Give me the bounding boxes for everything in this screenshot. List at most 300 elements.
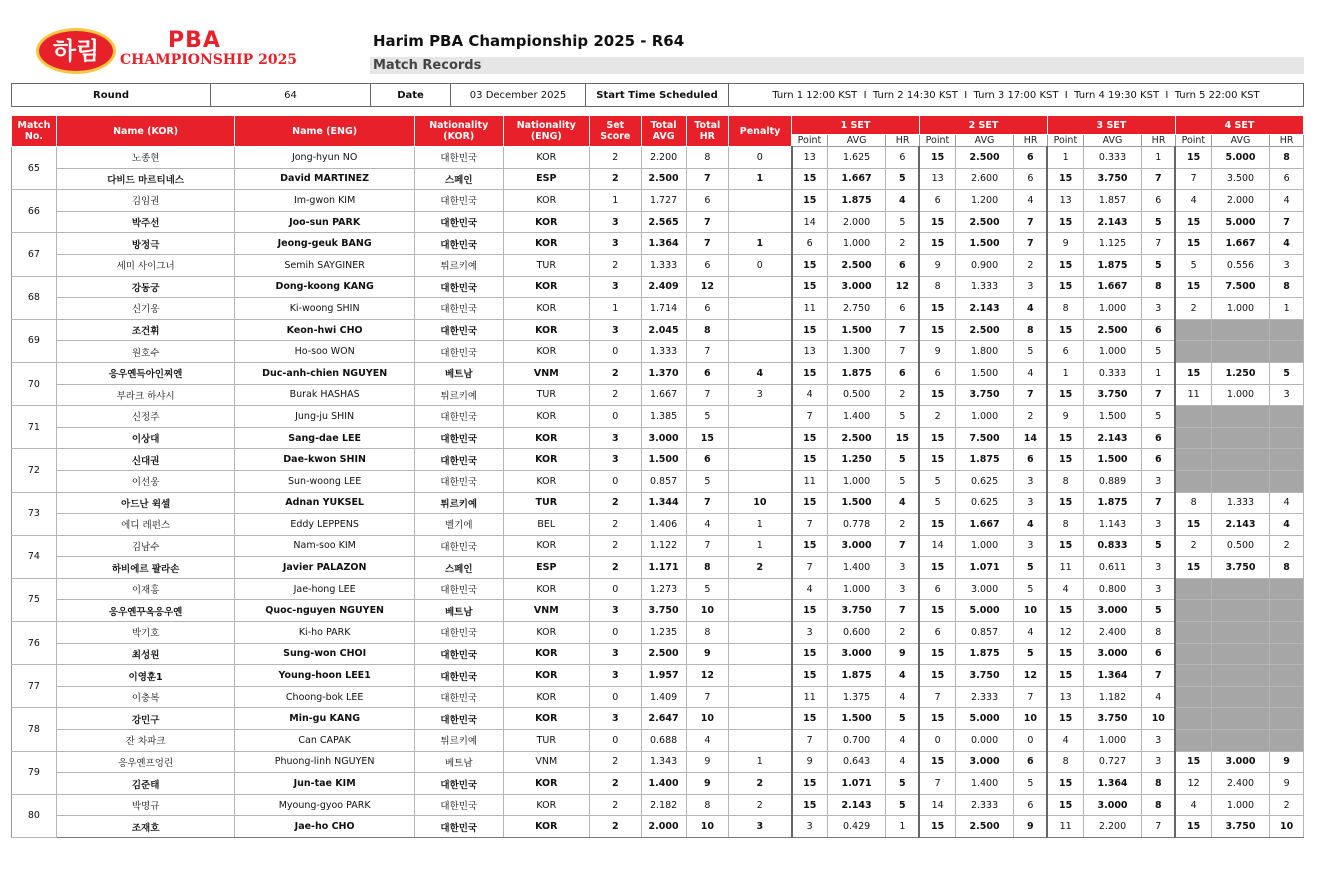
set-4-point-empty [1175, 319, 1211, 341]
set-3-avg: 0.611 [1083, 557, 1141, 579]
nationality-eng: KOR [503, 643, 589, 665]
round-info-table [11, 83, 1304, 107]
set-1-avg: 1.875 [827, 362, 885, 384]
set-3-avg: 2.200 [1083, 816, 1141, 838]
penalty: 1 [729, 168, 792, 190]
name-eng: Quoc-nguyen NGUYEN [235, 600, 415, 622]
set-4-hr: 4 [1270, 514, 1304, 536]
set-4-hr-empty [1270, 708, 1304, 730]
match-no: 74 [12, 535, 57, 578]
table-row [12, 730, 1304, 752]
set-2-avg: 3.750 [955, 665, 1013, 687]
total-avg: 0.857 [641, 470, 686, 492]
match-no: 80 [12, 794, 57, 837]
nationality-eng: KOR [503, 794, 589, 816]
set-1-hr: 5 [886, 794, 920, 816]
table-row [12, 514, 1304, 536]
set-2-hr: 3 [1014, 276, 1048, 298]
set-3-hr: 7 [1142, 384, 1176, 406]
set-1-avg: 3.000 [827, 276, 885, 298]
set-1-avg: 1.375 [827, 686, 885, 708]
name-eng: Can CAPAK [235, 730, 415, 752]
total-hr: 9 [686, 773, 729, 795]
set-4-point-empty [1175, 665, 1211, 687]
nationality-kor: 대한민국 [414, 816, 503, 838]
set-4-hr: 4 [1270, 233, 1304, 255]
nationality-eng: KOR [503, 686, 589, 708]
set-1-avg: 1.400 [827, 557, 885, 579]
set-4-hr-empty [1270, 686, 1304, 708]
set-score: 1 [590, 190, 642, 212]
set-3-point: 8 [1047, 298, 1083, 320]
penalty [729, 427, 792, 449]
set-2-avg: 7.500 [955, 427, 1013, 449]
set-3-avg: 1.182 [1083, 686, 1141, 708]
set-2-hr: 5 [1014, 643, 1048, 665]
total-hr: 4 [686, 514, 729, 536]
set-1-point: 4 [792, 578, 828, 600]
nationality-eng: KOR [503, 449, 589, 471]
set-2-avg: 2.500 [955, 816, 1013, 838]
set-3-hr: 6 [1142, 449, 1176, 471]
name-eng: David MARTINEZ [235, 168, 415, 190]
set-4-avg-empty [1211, 730, 1269, 752]
set-score: 3 [590, 643, 642, 665]
name-kor: 하비에르 팔라손 [56, 557, 234, 579]
set-2-hr: 9 [1014, 816, 1048, 838]
total-avg: 1.667 [641, 384, 686, 406]
set-1-hr: 2 [886, 622, 920, 644]
nationality-kor: 대한민국 [414, 665, 503, 687]
match-no: 65 [12, 147, 57, 190]
set-2-hr: 8 [1014, 319, 1048, 341]
set-2-hr: 6 [1014, 794, 1048, 816]
name-eng: Ki-woong SHIN [235, 298, 415, 320]
set-3-avg: 0.333 [1083, 147, 1141, 169]
set-2-point: 9 [919, 254, 955, 276]
total-hr: 6 [686, 449, 729, 471]
set-1-avg: 0.600 [827, 622, 885, 644]
set-2-hr: 6 [1014, 168, 1048, 190]
set-2-avg: 2.333 [955, 686, 1013, 708]
set-score: 2 [590, 384, 642, 406]
set-2-point: 9 [919, 341, 955, 363]
set-4-avg: 2.143 [1211, 514, 1269, 536]
match-no: 75 [12, 578, 57, 621]
penalty [729, 470, 792, 492]
set-3-point: 9 [1047, 233, 1083, 255]
set-2-point: 5 [919, 470, 955, 492]
total-hr: 8 [686, 147, 729, 169]
set-4-point: 15 [1175, 276, 1211, 298]
set-3-point: 1 [1047, 147, 1083, 169]
set-2-avg: 5.000 [955, 708, 1013, 730]
set-2-point: 14 [919, 794, 955, 816]
subcol-avg: AVG [955, 135, 1013, 147]
name-eng: Jun-tae KIM [235, 773, 415, 795]
set-3-avg: 1.364 [1083, 773, 1141, 795]
total-hr: 6 [686, 362, 729, 384]
total-avg: 1.344 [641, 492, 686, 514]
set-4-avg: 7.500 [1211, 276, 1269, 298]
nationality-kor: 대한민국 [414, 341, 503, 363]
subcol-hr: HR [1142, 135, 1176, 147]
nationality-eng: VNM [503, 600, 589, 622]
set-4-point: 15 [1175, 211, 1211, 233]
set-2-avg: 5.000 [955, 600, 1013, 622]
subcol-point: Point [1047, 135, 1083, 147]
set-4-point: 2 [1175, 535, 1211, 557]
set-3-hr: 6 [1142, 427, 1176, 449]
total-hr: 7 [686, 341, 729, 363]
match-no: 72 [12, 449, 57, 492]
set-4-point: 15 [1175, 816, 1211, 838]
total-hr: 8 [686, 557, 729, 579]
set-4-point-empty [1175, 578, 1211, 600]
date-value: 03 December 2025 [451, 84, 586, 107]
nationality-kor: 벨기에 [414, 514, 503, 536]
set-2-avg: 1.500 [955, 362, 1013, 384]
set-3-avg: 1.875 [1083, 492, 1141, 514]
set-4-point: 2 [1175, 298, 1211, 320]
total-avg: 1.171 [641, 557, 686, 579]
set-2-avg: 0.000 [955, 730, 1013, 752]
set-2-point: 15 [919, 427, 955, 449]
set-3-point: 12 [1047, 622, 1083, 644]
set-3-hr: 8 [1142, 276, 1176, 298]
set-1-point: 15 [792, 708, 828, 730]
set-3-hr: 3 [1142, 298, 1176, 320]
penalty [729, 341, 792, 363]
set-2-point: 15 [919, 298, 955, 320]
name-eng: Nam-soo KIM [235, 535, 415, 557]
name-eng: Jae-hong LEE [235, 578, 415, 600]
match-no: 71 [12, 406, 57, 449]
set-3-point: 15 [1047, 254, 1083, 276]
penalty: 1 [729, 514, 792, 536]
set-2-point: 15 [919, 233, 955, 255]
set-2-hr: 12 [1014, 665, 1048, 687]
nationality-kor: 대한민국 [414, 470, 503, 492]
set-score: 0 [590, 341, 642, 363]
set-2-point: 5 [919, 492, 955, 514]
nationality-eng: KOR [503, 622, 589, 644]
set-1-hr: 4 [886, 492, 920, 514]
total-avg: 1.957 [641, 665, 686, 687]
col-penalty: Penalty [729, 116, 792, 147]
subcol-point: Point [1175, 135, 1211, 147]
table-row [12, 362, 1304, 384]
set-2-point: 15 [919, 449, 955, 471]
match-no: 70 [12, 362, 57, 405]
name-kor: 강민구 [56, 708, 234, 730]
name-kor: 이재홍 [56, 578, 234, 600]
set-2-point: 15 [919, 384, 955, 406]
total-avg: 2.182 [641, 794, 686, 816]
set-3-hr: 3 [1142, 578, 1176, 600]
total-hr: 7 [686, 384, 729, 406]
set-2-hr: 7 [1014, 233, 1048, 255]
set-2-avg: 0.900 [955, 254, 1013, 276]
set-3-avg: 2.500 [1083, 319, 1141, 341]
set-2-point: 15 [919, 643, 955, 665]
set-2-avg: 1.333 [955, 276, 1013, 298]
set-3-hr: 5 [1142, 211, 1176, 233]
total-hr: 5 [686, 578, 729, 600]
total-hr: 6 [686, 254, 729, 276]
name-eng: Im-gwon KIM [235, 190, 415, 212]
total-hr: 10 [686, 708, 729, 730]
set-1-point: 13 [792, 341, 828, 363]
set-3-hr: 8 [1142, 622, 1176, 644]
name-eng: Adnan YUKSEL [235, 492, 415, 514]
nationality-kor: 대한민국 [414, 643, 503, 665]
set-2-avg: 0.625 [955, 492, 1013, 514]
name-kor: 노종현 [56, 147, 234, 169]
set-1-avg: 1.000 [827, 470, 885, 492]
name-kor: 잔 차파크 [56, 730, 234, 752]
set-4-point: 15 [1175, 362, 1211, 384]
table-row [12, 319, 1304, 341]
set-4-point: 5 [1175, 254, 1211, 276]
nationality-eng: KOR [503, 233, 589, 255]
name-eng: Choong-bok LEE [235, 686, 415, 708]
set-2-avg: 2.500 [955, 319, 1013, 341]
set-2-avg: 3.750 [955, 384, 1013, 406]
nationality-kor: 대한민국 [414, 211, 503, 233]
col-set-3: 3 SET [1047, 116, 1175, 135]
set-1-point: 15 [792, 535, 828, 557]
set-2-hr: 2 [1014, 254, 1048, 276]
set-1-hr: 2 [886, 233, 920, 255]
nationality-kor: 대한민국 [414, 794, 503, 816]
set-1-avg: 1.625 [827, 147, 885, 169]
name-kor: 이상대 [56, 427, 234, 449]
nationality-kor: 대한민국 [414, 708, 503, 730]
set-4-hr: 4 [1270, 492, 1304, 514]
nationality-eng: KOR [503, 816, 589, 838]
nationality-eng: KOR [503, 276, 589, 298]
set-3-hr: 5 [1142, 254, 1176, 276]
set-2-hr: 4 [1014, 514, 1048, 536]
name-eng: Myoung-gyoo PARK [235, 794, 415, 816]
set-3-point: 4 [1047, 578, 1083, 600]
set-1-point: 15 [792, 600, 828, 622]
set-2-point: 7 [919, 686, 955, 708]
set-2-hr: 4 [1014, 622, 1048, 644]
total-avg: 2.000 [641, 816, 686, 838]
nationality-kor: 대한민국 [414, 578, 503, 600]
page-subtitle: Match Records [370, 57, 1304, 74]
set-4-hr-empty [1270, 319, 1304, 341]
set-4-avg-empty [1211, 341, 1269, 363]
total-hr: 5 [686, 406, 729, 428]
set-1-point: 11 [792, 686, 828, 708]
set-4-avg: 3.500 [1211, 168, 1269, 190]
set-3-hr: 3 [1142, 514, 1176, 536]
set-3-hr: 7 [1142, 168, 1176, 190]
total-avg: 1.714 [641, 298, 686, 320]
name-eng: Sang-dae LEE [235, 427, 415, 449]
total-avg: 2.200 [641, 147, 686, 169]
name-kor: 응우옌프엉린 [56, 751, 234, 773]
set-2-hr: 5 [1014, 773, 1048, 795]
set-1-avg: 1.500 [827, 492, 885, 514]
subcol-point: Point [919, 135, 955, 147]
total-avg: 1.500 [641, 449, 686, 471]
set-4-point: 8 [1175, 492, 1211, 514]
total-hr: 8 [686, 622, 729, 644]
set-1-point: 7 [792, 514, 828, 536]
table-row [12, 686, 1304, 708]
set-4-point: 4 [1175, 794, 1211, 816]
set-1-avg: 0.500 [827, 384, 885, 406]
set-1-avg: 2.500 [827, 427, 885, 449]
set-4-avg: 1.667 [1211, 233, 1269, 255]
set-3-hr: 5 [1142, 341, 1176, 363]
table-row [12, 622, 1304, 644]
set-4-avg: 0.500 [1211, 535, 1269, 557]
total-hr: 12 [686, 665, 729, 687]
set-2-avg: 3.000 [955, 751, 1013, 773]
col-match-no: Match No. [12, 116, 57, 147]
set-1-point: 15 [792, 427, 828, 449]
nationality-kor: 대한민국 [414, 406, 503, 428]
set-1-point: 4 [792, 384, 828, 406]
nationality-eng: KOR [503, 708, 589, 730]
total-avg: 1.343 [641, 751, 686, 773]
set-3-avg: 1.500 [1083, 406, 1141, 428]
set-3-point: 15 [1047, 319, 1083, 341]
penalty [729, 449, 792, 471]
name-kor: 신대권 [56, 449, 234, 471]
set-2-hr: 6 [1014, 147, 1048, 169]
set-2-point: 15 [919, 665, 955, 687]
set-3-point: 11 [1047, 557, 1083, 579]
name-eng: Dong-koong KANG [235, 276, 415, 298]
set-3-avg: 2.400 [1083, 622, 1141, 644]
name-kor: 이선웅 [56, 470, 234, 492]
set-1-point: 15 [792, 254, 828, 276]
set-3-avg: 1.000 [1083, 341, 1141, 363]
col-name-kor: Name (KOR) [56, 116, 234, 147]
set-1-avg: 1.400 [827, 406, 885, 428]
set-2-avg: 3.000 [955, 578, 1013, 600]
set-2-point: 15 [919, 600, 955, 622]
set-score: 0 [590, 730, 642, 752]
table-row [12, 751, 1304, 773]
set-3-point: 4 [1047, 730, 1083, 752]
set-3-hr: 8 [1142, 794, 1176, 816]
set-4-avg: 1.000 [1211, 384, 1269, 406]
set-4-hr-empty [1270, 341, 1304, 363]
set-4-hr-empty [1270, 730, 1304, 752]
penalty [729, 643, 792, 665]
set-1-avg: 1.875 [827, 190, 885, 212]
total-hr: 7 [686, 535, 729, 557]
set-1-avg: 2.500 [827, 254, 885, 276]
set-4-avg: 1.250 [1211, 362, 1269, 384]
set-4-avg-empty [1211, 600, 1269, 622]
set-3-hr: 7 [1142, 816, 1176, 838]
set-1-hr: 1 [886, 816, 920, 838]
penalty: 1 [729, 751, 792, 773]
set-1-avg: 2.000 [827, 211, 885, 233]
total-avg: 1.370 [641, 362, 686, 384]
nationality-kor: 튀르키예 [414, 492, 503, 514]
set-3-point: 15 [1047, 600, 1083, 622]
set-3-point: 15 [1047, 708, 1083, 730]
set-2-avg: 2.143 [955, 298, 1013, 320]
set-4-hr: 7 [1270, 211, 1304, 233]
set-3-avg: 1.143 [1083, 514, 1141, 536]
set-1-hr: 2 [886, 514, 920, 536]
set-4-avg-empty [1211, 578, 1269, 600]
set-3-hr: 10 [1142, 708, 1176, 730]
set-4-point-empty [1175, 643, 1211, 665]
set-1-point: 15 [792, 773, 828, 795]
name-kor: 박기호 [56, 622, 234, 644]
set-4-hr: 10 [1270, 816, 1304, 838]
total-hr: 5 [686, 470, 729, 492]
set-1-hr: 2 [886, 384, 920, 406]
set-1-point: 11 [792, 470, 828, 492]
table-row [12, 406, 1304, 428]
name-kor: 조재호 [56, 816, 234, 838]
set-1-avg: 3.000 [827, 535, 885, 557]
set-3-point: 1 [1047, 362, 1083, 384]
set-4-point-empty [1175, 600, 1211, 622]
set-2-point: 15 [919, 557, 955, 579]
set-3-hr: 8 [1142, 773, 1176, 795]
nationality-eng: KOR [503, 427, 589, 449]
set-2-avg: 0.625 [955, 470, 1013, 492]
match-no: 69 [12, 319, 57, 362]
total-hr: 4 [686, 730, 729, 752]
set-1-point: 15 [792, 665, 828, 687]
name-eng: Jung-ju SHIN [235, 406, 415, 428]
set-1-point: 7 [792, 406, 828, 428]
total-avg: 2.045 [641, 319, 686, 341]
nationality-eng: KOR [503, 535, 589, 557]
set-3-avg: 2.143 [1083, 211, 1141, 233]
set-score: 2 [590, 147, 642, 169]
total-avg: 1.333 [641, 341, 686, 363]
set-4-hr-empty [1270, 643, 1304, 665]
set-3-hr: 1 [1142, 147, 1176, 169]
table-row [12, 535, 1304, 557]
set-1-avg: 0.429 [827, 816, 885, 838]
table-row [12, 816, 1304, 838]
set-3-hr: 6 [1142, 643, 1176, 665]
set-3-point: 15 [1047, 211, 1083, 233]
table-row [12, 427, 1304, 449]
set-3-hr: 5 [1142, 600, 1176, 622]
round-label: Round [12, 84, 211, 107]
set-4-hr: 5 [1270, 362, 1304, 384]
table-row [12, 384, 1304, 406]
set-3-point: 8 [1047, 514, 1083, 536]
nationality-kor: 대한민국 [414, 427, 503, 449]
start-time-label: Start Time Scheduled [586, 84, 729, 107]
set-3-hr: 3 [1142, 751, 1176, 773]
penalty [729, 406, 792, 428]
set-4-point: 15 [1175, 147, 1211, 169]
match-no: 66 [12, 190, 57, 233]
set-3-point: 8 [1047, 751, 1083, 773]
set-4-hr: 9 [1270, 773, 1304, 795]
set-score: 2 [590, 514, 642, 536]
